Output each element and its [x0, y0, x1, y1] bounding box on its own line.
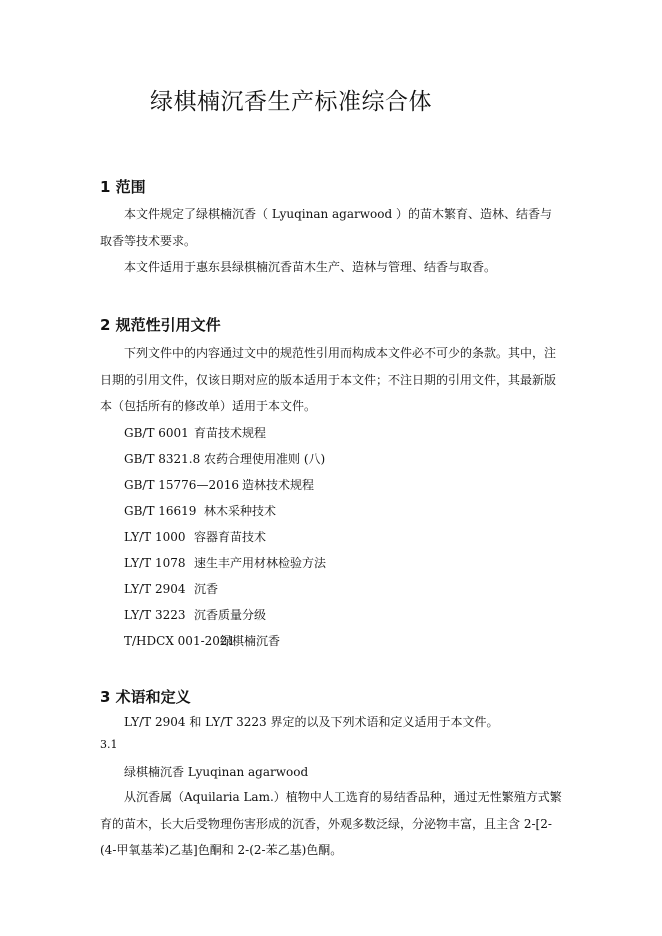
- reference-item: [124, 424, 266, 441]
- reference-item: [124, 580, 218, 597]
- term-number: 3.1: [100, 738, 118, 751]
- reference-name: 速生丰产用材林检验方法: [194, 556, 327, 570]
- reference-item: [124, 502, 276, 519]
- reference-code: LY/T 3223: [124, 608, 186, 622]
- reference-item: [124, 450, 325, 467]
- reference-code: GB/T 6001: [124, 426, 189, 440]
- reference-name: 沉香: [194, 582, 219, 596]
- reference-code: GB/T 16619: [124, 504, 197, 518]
- reference-item: [124, 606, 266, 623]
- reference-code: GB/T 15776—2016: [124, 478, 239, 492]
- section-1-paragraph-2: 本文件适用于惠东县绿棋楠沉香苗木生产、造林与管理、结香与取香。: [124, 260, 497, 274]
- reference-code: GB/T 8321.8: [124, 452, 201, 466]
- reference-name: 沉香质量分级: [194, 608, 267, 622]
- section-2-paragraph-1: 下列文件中的内容通过文中的规范性引用而构成本文件必不可少的条款。其中，注日期的引用文件，仅该日期对应的版本适用于本文件；不注日期的引用文件，其最新版本（包括所有的修改单）适用于本文件。: [100, 346, 557, 413]
- reference-name: 林木采种技术: [204, 504, 277, 518]
- reference-code: T/HDCX 001-2021: [124, 634, 236, 648]
- reference-name: 容器育苗技术: [194, 530, 267, 544]
- section-3-paragraph-1: LY/T 2904 和 LY/T 3223 界定的以及下列术语和定义适用于本文件。: [124, 715, 499, 729]
- reference-code: LY/T 1078: [124, 556, 186, 570]
- reference-item: [124, 528, 266, 545]
- section-2-heading: 2 规范性引用文件: [100, 316, 221, 334]
- reference-name: 造林技术规程: [242, 478, 315, 492]
- term-definition: 从沉香属（Aquilaria Lam.）植物中人工选育的易结香品种，通过无性繁殖方式繁育的苗木，长大后受物理伤害形成的沉香，外观多数泛绿，分泌物丰富，且主含 2-[2-(4-甲氧基苯)乙基]色酮和 2-(2-苯乙基)色酮。: [100, 790, 562, 857]
- section-3-heading: 3 术语和定义: [100, 688, 191, 706]
- term-title: 绿棋楠沉香 Lyuqinan agarwood: [124, 765, 309, 779]
- reference-code: LY/T 1000: [124, 530, 186, 544]
- section-1-paragraph-1: 本文件规定了绿棋楠沉香（ Lyuqinan agarwood ）的苗木繁育、造林、结香与取香等技术要求。: [100, 207, 552, 248]
- section-1-heading: 1 范围: [100, 178, 146, 196]
- reference-item: [124, 476, 314, 493]
- reference-item: [124, 554, 326, 571]
- reference-name: 育苗技术规程: [194, 426, 267, 440]
- document-title: 绿棋楠沉香生产标准综合体: [150, 89, 432, 115]
- reference-item: [124, 632, 280, 649]
- reference-code: LY/T 2904: [124, 582, 186, 596]
- reference-name: 农药合理使用准则 (八): [204, 452, 326, 466]
- reference-name: 绿棋楠沉香: [220, 634, 281, 648]
